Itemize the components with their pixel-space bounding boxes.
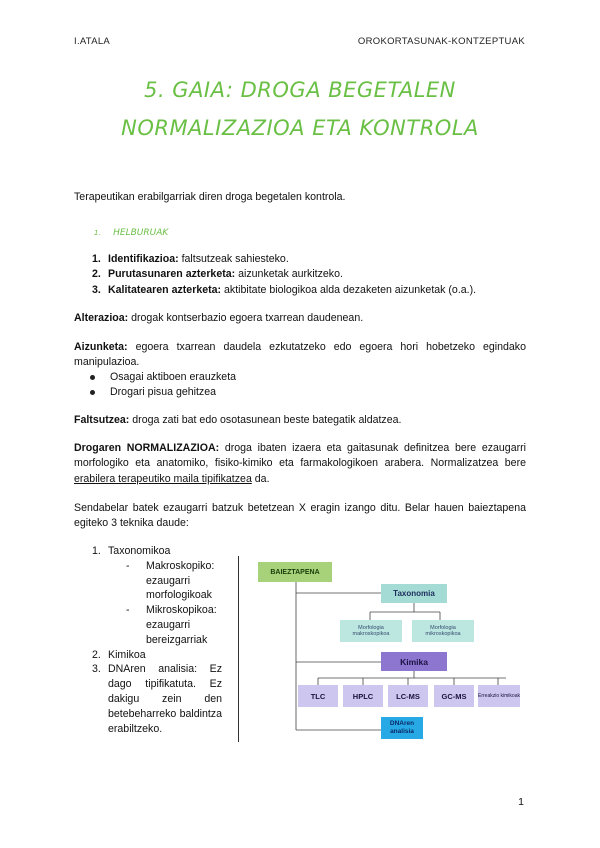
page-title-line1: 5. GAIA: DROGA BEGETALEN [144, 78, 456, 102]
objective-item: 2. Purutasunaren azterketa: aizunketak aurkitzeko. [92, 268, 343, 281]
baieztapena-diagram [258, 560, 528, 740]
technique-subitem: - Mikroskopikoa: ezaugarri bereizgarriak [126, 604, 217, 646]
normalizazioa-underlined: erabilera terapeutiko maila tipifikatzea [74, 472, 252, 485]
faltsutzea-paragraph [74, 413, 526, 428]
diagram-node-dna: DNAren analisia [381, 717, 423, 739]
alterazioa-text: drogak kontserbazio egoera txarrean daudenean. [128, 312, 364, 324]
diagram-node-tlc: TLC [298, 685, 338, 707]
diagram-node-morfologia-mikro: Morfologia mikroskopikoa [412, 620, 474, 642]
diagram-node-kimika: Kimika [381, 652, 447, 671]
technique-item: 1. Taxonomikoa [92, 545, 171, 557]
technique-item: 2. Kimikoa [92, 648, 146, 661]
diagram-node-taxonomia: Taxonomia [381, 584, 447, 603]
bullet-item: Drogari pisua gehitzea [74, 385, 526, 400]
section-label: HELBURUAK [113, 228, 169, 238]
diagram-node-gcms: GC-MS [434, 685, 474, 707]
bullet-item: Osagai aktiboen erauzketa [74, 370, 526, 385]
alterazioa-paragraph [74, 311, 526, 326]
header-left: I.ATALA [74, 36, 111, 47]
aizunketa-term: Aizunketa: [74, 341, 128, 353]
alterazioa-term: Alterazioa: [74, 312, 129, 324]
page-number: 1 [518, 796, 524, 808]
techniques-list [92, 544, 222, 736]
technique-subitem: - Makroskopiko: ezaugarri morfologikoak [126, 559, 215, 602]
aizunketa-bullets [74, 370, 526, 401]
diagram-node-hplc: HPLC [343, 685, 383, 707]
diagram-node-lcms: LC-MS [388, 685, 428, 707]
header-right: OROKORTASUNAK-KONTZEPTUAK [357, 36, 525, 47]
faltsutzea-text: droga zati bat edo osotasunean beste bategatik aldatzea. [129, 414, 402, 426]
aizunketa-paragraph [74, 340, 526, 371]
divider-line [238, 556, 239, 742]
objectives-list [74, 252, 526, 298]
page-title-line2: NORMALIZAZIOA ETA KONTROLA [121, 116, 479, 140]
section-number: 1. [94, 229, 101, 237]
normalizazioa-paragraph: Drogaren NORMALIZAZIOA: droga ibaten izaera eta gaitasunak definitzea bere ezaugarri morfologiko eta anatomiko, fisiko-kimiko eta farmakologikoen arabera. Normalizatzea bere erabilera terapeutiko maila tipifikatzea da. [74, 442, 527, 485]
section-heading [94, 222, 168, 240]
aizunketa-text: egoera txarrean daudela ezkutatzeko edo egoera hori hobetzeko egindako manipulazioa. [74, 341, 526, 369]
normalizazioa-term: Drogaren NORMALIZAZIOA: [74, 442, 220, 454]
diagram-node-morfologia-makro: Morfologia makroskopikoa [340, 620, 402, 642]
faltsutzea-term: Faltsutzea: [74, 414, 130, 426]
technique-item: 3. DNAren analisia: Ez dago tipifikatuta. Ez dakigu zein den betebeharreko baldintza erabiltzeko. [92, 663, 222, 735]
diagram-node-baieztapena: BAIEZTAPENA [258, 562, 332, 582]
intro-text: Terapeutikan erabilgarriak diren droga begetalen kontrola. [74, 191, 346, 203]
objective-item: 3. Kalitatearen azterketa: aktibitate biologikoa alda dezaketen aizunketak (o.a.). [92, 283, 477, 296]
sendabelar-paragraph: Sendabelar batek ezaugarri batzuk betetzean X eragin izango ditu. Belar hauen baieztapena egiteko 3 teknika daude: [74, 502, 526, 530]
diagram-node-erreakzio: Erreakzio kimikoak [478, 685, 520, 707]
objective-item: 1. Identifikazioa: faltsutzeak sahiesteko. [92, 253, 289, 265]
